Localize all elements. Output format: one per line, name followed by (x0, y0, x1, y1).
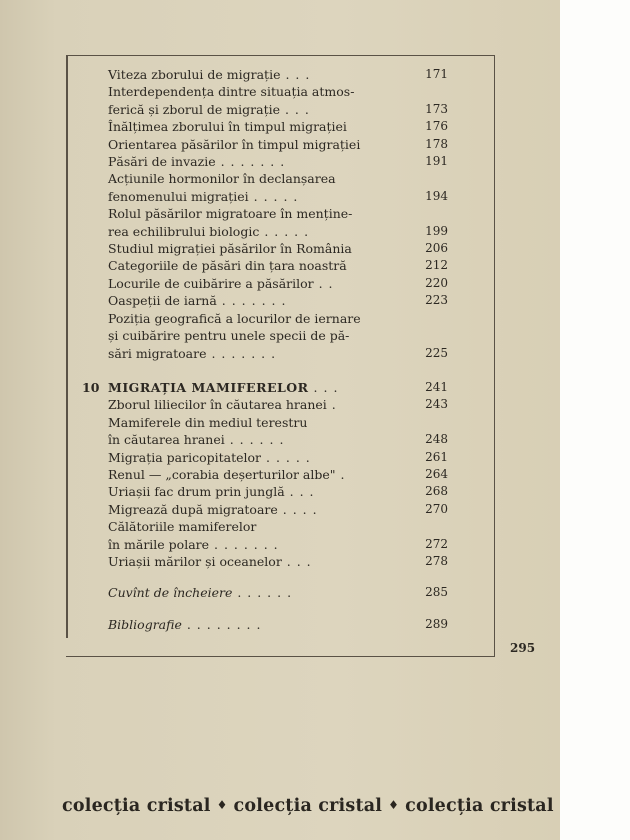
leader-dots: . . . . . (259, 223, 310, 239)
toc-entry (108, 170, 446, 187)
entry-title: Păsări de invazie (108, 154, 216, 170)
entry-title: Rolul păsărilor migratoare în menține- (108, 206, 353, 222)
entry-page: 285 (425, 585, 448, 600)
entry-title: Oaspeții de iarnă (108, 293, 217, 309)
entry-page: 220 (425, 275, 448, 290)
toc-entry (108, 431, 446, 448)
leader-dots: . . . . (277, 501, 318, 517)
entry-title: Orientarea păsărilor în timpul migrației (108, 136, 361, 152)
leader-dots: . . . . . . . (216, 293, 287, 309)
entry-page: 272 (425, 536, 448, 551)
series-name: colecția cristal (233, 796, 383, 816)
toc-section-birds (108, 66, 446, 362)
entry-page: 248 (425, 432, 448, 447)
leader-dots: . . . . . (248, 188, 299, 204)
entry-page: 191 (425, 154, 448, 169)
entry-page: 199 (425, 223, 448, 238)
entry-title: Mamiferele din mediul terestru (108, 414, 308, 430)
toc-entry (108, 275, 446, 292)
chapter-title: MIGRAȚIA MAMIFERELOR (108, 379, 309, 395)
leader-dots: . . . . . . . (209, 536, 279, 552)
series-name: colecția cristal (405, 796, 554, 816)
entry-page: 278 (425, 553, 448, 568)
leader-dots: . . . . . (261, 449, 311, 465)
toc-entry (108, 188, 446, 205)
toc-entry (108, 396, 446, 413)
entry-page: 270 (425, 501, 448, 516)
toc-entry (108, 240, 446, 257)
leader-dots: . . . (284, 484, 315, 500)
entry-page: 206 (425, 241, 448, 256)
chapter-number: 10 (82, 379, 100, 395)
entry-page: 268 (425, 484, 448, 499)
entry-page: 243 (425, 397, 448, 412)
entry-title: Studiul migrației păsărilor în România (108, 241, 352, 257)
entry-title: Migrează după migratoare (108, 501, 278, 517)
leader-dots: . . . . . . . (215, 154, 286, 170)
entry-page: 176 (425, 119, 448, 134)
entry-title: Interdependența dintre situația atmos- (108, 84, 355, 100)
toc-entry (108, 414, 446, 431)
entry-title: și cuibărire pentru unele specii de pă- (108, 328, 350, 344)
entry-title: Poziția geografică a locurilor de iernare (108, 310, 361, 326)
toc-entry (108, 83, 446, 100)
entry-title: Înălțimea zborului în timpul migrației (108, 119, 347, 135)
toc-entry (108, 518, 446, 535)
toc-entry (108, 449, 446, 466)
leader-dots: . . . . . . . (206, 345, 277, 361)
entry-title: sări migratoare (108, 345, 207, 361)
leader-dots: . . . . . . . . (181, 616, 262, 632)
entry-title: în căutarea hranei (108, 432, 225, 448)
leader-dots: . . . (280, 101, 310, 117)
entry-title: Cuvînt de încheiere (108, 585, 233, 601)
leader-dots: . . . . . . (232, 585, 293, 601)
entry-title: Categoriile de păsări din țara noastră (108, 258, 347, 274)
entry-title: Migrația paricopitatelor (108, 449, 262, 465)
leader-dots: . . (313, 275, 334, 291)
entry-page: 289 (425, 616, 448, 631)
entry-title: Uriașii fac drum prin junglă (108, 484, 285, 500)
entry-title: fenomenului migrației (108, 188, 249, 204)
toc-entry (108, 553, 446, 570)
entry-title: Locurile de cuibărire a păsărilor (108, 275, 314, 291)
entry-title: rea echilibrului biologic (108, 223, 260, 239)
toc-entry (108, 153, 446, 170)
chapter-heading (82, 379, 448, 396)
toc-entry (108, 118, 446, 135)
toc-section-mammals (108, 396, 446, 570)
series-footer (62, 796, 562, 816)
toc-entry (108, 466, 446, 483)
entry-title: Bibliografie (108, 616, 182, 632)
entry-page: 194 (425, 188, 448, 203)
toc-entry-bibliography (108, 616, 446, 633)
toc-entry (108, 66, 446, 83)
leader-dots: . (326, 397, 337, 413)
entry-title: Viteza zborului de migrație (108, 67, 281, 82)
toc-entry (108, 483, 446, 500)
diamond-icon: ♦ (216, 798, 228, 812)
entry-title: Zborul liliecilor în căutarea hranei (108, 397, 327, 413)
entry-page: 171 (425, 67, 448, 81)
entry-title: ferică și zborul de migrație (108, 101, 280, 117)
series-name: colecția cristal (62, 796, 211, 816)
table-of-contents (82, 66, 448, 633)
toc-entry-closing (108, 584, 446, 601)
toc-entry (108, 136, 446, 153)
leader-dots: . (335, 466, 346, 482)
entry-page: 212 (425, 258, 448, 273)
page-number: 295 (510, 641, 536, 655)
diamond-icon: ♦ (388, 798, 400, 812)
entry-page: 178 (425, 136, 448, 151)
toc-entry (108, 327, 446, 344)
leader-dots: . . . . . . (224, 432, 285, 448)
leader-dots: . . . (280, 67, 311, 82)
toc-entry (108, 223, 446, 240)
toc-entry (108, 292, 446, 309)
toc-entry (108, 101, 446, 118)
toc-entry (108, 310, 446, 327)
entry-title: Uriașii mărilor și oceanelor (108, 553, 282, 569)
entry-page: 173 (425, 101, 448, 116)
entry-title: în mările polare (108, 536, 210, 552)
entry-title: Călătoriile mamiferelor (108, 519, 257, 535)
toc-entry (108, 536, 446, 553)
entry-page: 264 (425, 466, 448, 481)
leader-dots: . . . (308, 379, 339, 395)
entry-page: 223 (425, 293, 448, 308)
toc-entry (108, 345, 446, 362)
toc-entry (108, 257, 446, 274)
entry-page: 225 (425, 345, 448, 360)
leader-dots: . . . (281, 553, 312, 569)
entry-page: 261 (425, 449, 448, 464)
toc-entry (108, 205, 446, 222)
chapter-page: 241 (425, 379, 448, 394)
entry-title: Renul — „corabia deșerturilor albe" (108, 466, 336, 482)
toc-entry (108, 501, 446, 518)
entry-title: Acțiunile hormonilor în declanșarea (108, 171, 336, 187)
